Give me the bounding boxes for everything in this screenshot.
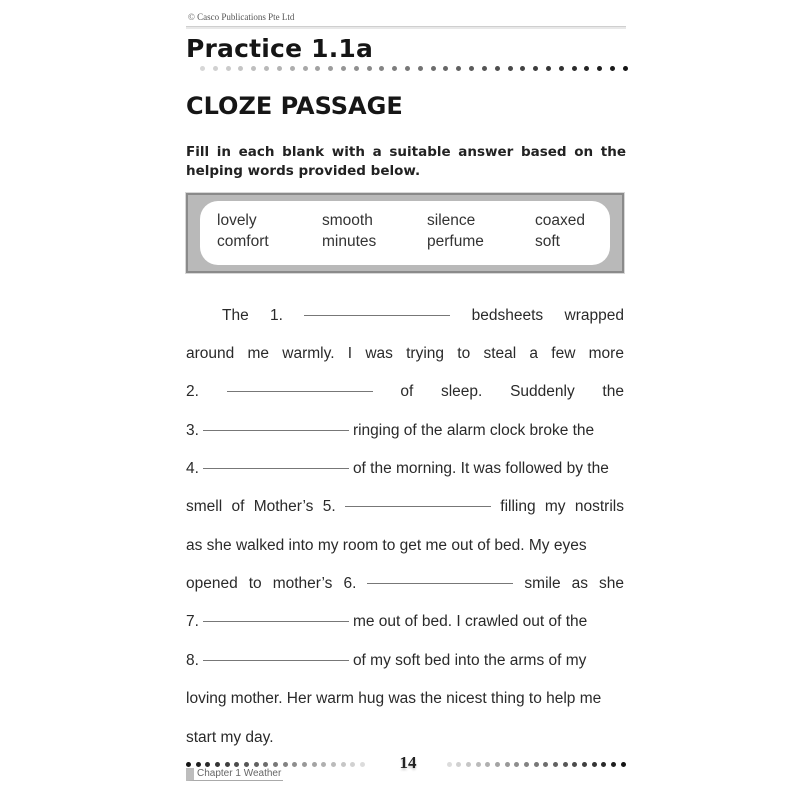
divider-dot [321, 762, 326, 767]
passage-line [186, 652, 624, 674]
page-number: 14 [394, 753, 422, 773]
passage-line [186, 575, 624, 597]
passage-text: of [400, 383, 414, 400]
passage-text: start my day. [186, 729, 274, 746]
passage-text: 1. [270, 307, 283, 324]
divider-dot [485, 762, 490, 767]
passage-text: 5. [322, 498, 336, 515]
passage-text: 8. [186, 652, 199, 669]
divider-dot [392, 66, 397, 71]
passage-text: warmly. [282, 345, 335, 362]
passage-line [186, 613, 624, 635]
chapter-label: Chapter 1 Weather [186, 768, 283, 781]
divider-dot [469, 66, 474, 71]
divider-dot [225, 762, 230, 767]
answer-blank-6[interactable] [367, 582, 513, 584]
divider-dot [251, 66, 256, 71]
passage-text: 2. [186, 383, 199, 400]
worksheet-page [186, 0, 626, 800]
passage-text: 7. [186, 613, 199, 630]
divider-dot [482, 66, 487, 71]
answer-blank-5[interactable] [345, 505, 491, 507]
divider-dot [186, 762, 191, 767]
passage-line [186, 383, 624, 405]
divider-dot [379, 762, 384, 767]
passage-text: around [186, 345, 235, 362]
answer-blank-1[interactable] [304, 314, 450, 316]
answer-blank-3[interactable] [203, 429, 349, 431]
divider-dot [234, 762, 239, 767]
passage-text: wrapped [564, 307, 624, 324]
passage-text: smell [186, 498, 223, 515]
divider-dot [427, 762, 432, 767]
word-bank-item: coaxed [535, 212, 585, 229]
passage-text: my [544, 498, 566, 515]
divider-dot [611, 762, 616, 767]
divider-dot [495, 762, 500, 767]
divider-dot [213, 66, 218, 71]
practice-title: Practice 1.1a [186, 34, 374, 63]
divider-dot [303, 66, 308, 71]
divider-dot [367, 66, 372, 71]
divider-dot [254, 762, 259, 767]
passage-text: of the morning. It was followed by the [352, 460, 609, 477]
divider-dot [200, 66, 205, 71]
passage-line [186, 422, 624, 444]
title-dot-divider [200, 65, 628, 71]
passage-text: was [365, 345, 393, 362]
instructions: Fill in each blank with a suitable answer based on the helping words provided below. [186, 144, 626, 179]
passage-text: nostrils [574, 498, 624, 515]
divider-dot [582, 762, 587, 767]
divider-dot [263, 762, 268, 767]
answer-blank-7[interactable] [203, 620, 349, 622]
passage-text: loving mother. Her warm hug was the nicest thing to help me [186, 690, 602, 707]
divider-dot [302, 762, 307, 767]
passage-text: as she walked into my room to get me out of bed. My eyes [186, 537, 587, 554]
passage-text: filling [500, 498, 536, 515]
passage-text: of [231, 498, 245, 515]
divider-dot [244, 762, 249, 767]
passage-text: 6. [343, 575, 357, 592]
passage-text: ringing of the alarm clock broke the [352, 422, 595, 439]
divider-dot [563, 762, 568, 767]
divider-dot [418, 66, 423, 71]
divider-dot [405, 66, 410, 71]
divider-dot [534, 762, 539, 767]
passage-text: as [571, 575, 588, 592]
divider-dot [196, 762, 201, 767]
word-bank-item: minutes [322, 233, 377, 250]
divider-dot [508, 66, 513, 71]
passage-text: a [529, 345, 539, 362]
passage-text: she [599, 575, 624, 592]
passage-line [186, 498, 624, 520]
divider-dot [379, 66, 384, 71]
divider-dot [601, 762, 606, 767]
divider-dot [520, 66, 525, 71]
divider-dot [328, 66, 333, 71]
word-bank-item: soft [535, 233, 560, 250]
divider-dot [315, 66, 320, 71]
divider-dot [238, 66, 243, 71]
divider-dot [572, 762, 577, 767]
divider-dot [443, 66, 448, 71]
divider-dot [466, 762, 471, 767]
passage-text: smile [524, 575, 561, 592]
passage-text: steal [483, 345, 517, 362]
divider-dot [273, 762, 278, 767]
divider-dot [354, 66, 359, 71]
passage-text: me out of bed. I crawled out of the [352, 613, 588, 630]
divider-dot [290, 66, 295, 71]
passage-text: few [551, 345, 576, 362]
divider-dot [584, 66, 589, 71]
divider-dot [205, 762, 210, 767]
word-bank-item: perfume [427, 233, 484, 250]
divider-dot [341, 762, 346, 767]
passage-text: Suddenly [510, 383, 575, 400]
answer-blank-2[interactable] [227, 390, 373, 392]
divider-dot [533, 66, 538, 71]
divider-dot [572, 66, 577, 71]
passage-text: The [222, 307, 249, 324]
divider-dot [283, 762, 288, 767]
divider-dot [476, 762, 481, 767]
divider-dot [215, 762, 220, 767]
passage-text: to [457, 345, 471, 362]
passage-text: to [248, 575, 262, 592]
passage-text: mother’s [272, 575, 333, 592]
passage-line [186, 537, 624, 559]
word-bank-item: silence [427, 212, 476, 229]
divider-dot [623, 66, 628, 71]
divider-dot [360, 762, 365, 767]
word-bank-item: comfort [217, 233, 269, 250]
divider-dot [264, 66, 269, 71]
divider-dot [524, 762, 529, 767]
passage-line [186, 729, 624, 751]
passage-line [186, 345, 624, 367]
passage-text: more [588, 345, 624, 362]
divider-dot [546, 66, 551, 71]
divider-dot [543, 762, 548, 767]
passage-text: trying [406, 345, 445, 362]
divider-dot [456, 66, 461, 71]
divider-dot [369, 762, 374, 767]
word-bank-inner [200, 201, 610, 265]
divider-dot [514, 762, 519, 767]
header-divider [186, 26, 626, 29]
passage-line [186, 460, 624, 482]
passage-text: Mother’s [253, 498, 314, 515]
divider-dot [331, 762, 336, 767]
divider-dot [277, 66, 282, 71]
word-bank-item: smooth [322, 212, 373, 229]
passage-text: the [602, 383, 624, 400]
divider-dot [437, 762, 442, 767]
publisher-credit: © Casco Publications Pte Ltd [188, 12, 295, 22]
word-bank-item: lovely [217, 212, 257, 229]
divider-dot [621, 762, 626, 767]
divider-dot [341, 66, 346, 71]
passage-line [186, 690, 624, 712]
divider-dot [447, 762, 452, 767]
divider-dot [495, 66, 500, 71]
divider-dot [610, 66, 615, 71]
passage-text: of my soft bed into the arms of my [352, 652, 587, 669]
answer-blank-4[interactable] [203, 467, 349, 469]
passage-text: me [247, 345, 270, 362]
passage-text: bedsheets [471, 307, 544, 324]
divider-dot [350, 762, 355, 767]
section-title: CLOZE PASSAGE [186, 92, 403, 120]
divider-dot [431, 66, 436, 71]
answer-blank-8[interactable] [203, 659, 349, 661]
word-bank-grid [217, 212, 602, 251]
passage-text: opened [186, 575, 238, 592]
passage-text: I [347, 345, 353, 362]
passage-text: 4. [186, 460, 199, 477]
divider-dot [592, 762, 597, 767]
divider-dot [312, 762, 317, 767]
passage-text: 3. [186, 422, 199, 439]
divider-dot [505, 762, 510, 767]
divider-dot [456, 762, 461, 767]
word-bank-box [186, 193, 624, 273]
passage-line [186, 307, 624, 329]
passage-text: sleep. [440, 383, 483, 400]
divider-dot [226, 66, 231, 71]
divider-dot [559, 66, 564, 71]
divider-dot [292, 762, 297, 767]
divider-dot [553, 762, 558, 767]
divider-dot [597, 66, 602, 71]
